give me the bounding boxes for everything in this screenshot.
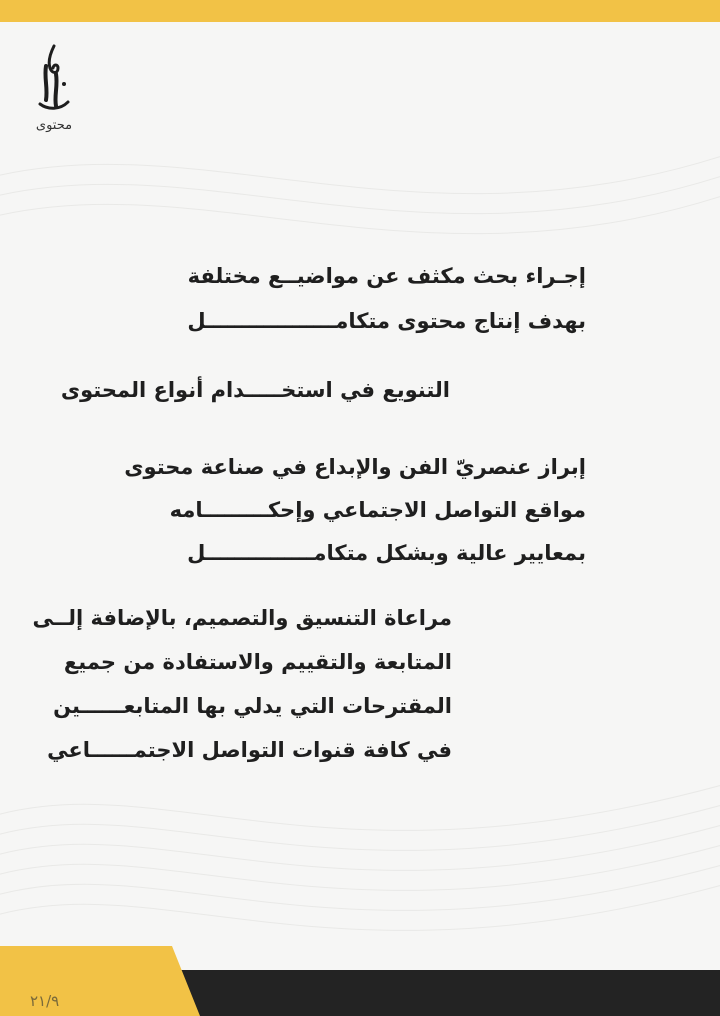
- item-line: إبراز عنصريّ الفن والإبداع في صناعة محتوى: [124, 455, 586, 479]
- page-number: ٢١/٩: [30, 992, 60, 1010]
- item-line: مواقع التواصل الاجتماعي وإحكـــــــــامه: [169, 498, 586, 522]
- item-line: بهدف إنتاج محتوى متكامــــــــــــــــــل: [187, 309, 586, 333]
- item-line: في كافة قنوات التواصل الاجتمــــــاعي: [47, 738, 452, 762]
- logo-calligraphy-mark: [36, 44, 72, 114]
- logo: [22, 44, 86, 140]
- item-line: التنويع في استخـــــدام أنواع المحتوى: [60, 378, 450, 402]
- logo-text: محتوى: [35, 118, 73, 133]
- item-line: المقترحات التي يدلي بها المتابعــــــين: [53, 694, 452, 718]
- item-line: بمعايير عالية وبشكل متكامـــــــــــــــل: [187, 541, 586, 565]
- item-line: مراعاة التنسيق والتصميم، بالإضافة إلــى: [32, 606, 452, 630]
- item-line: المتابعة والتقييم والاستفادة من جميع: [63, 650, 452, 674]
- item-line: إجـراء بحث مكثف عن مواضيــع مختلفة: [187, 264, 586, 288]
